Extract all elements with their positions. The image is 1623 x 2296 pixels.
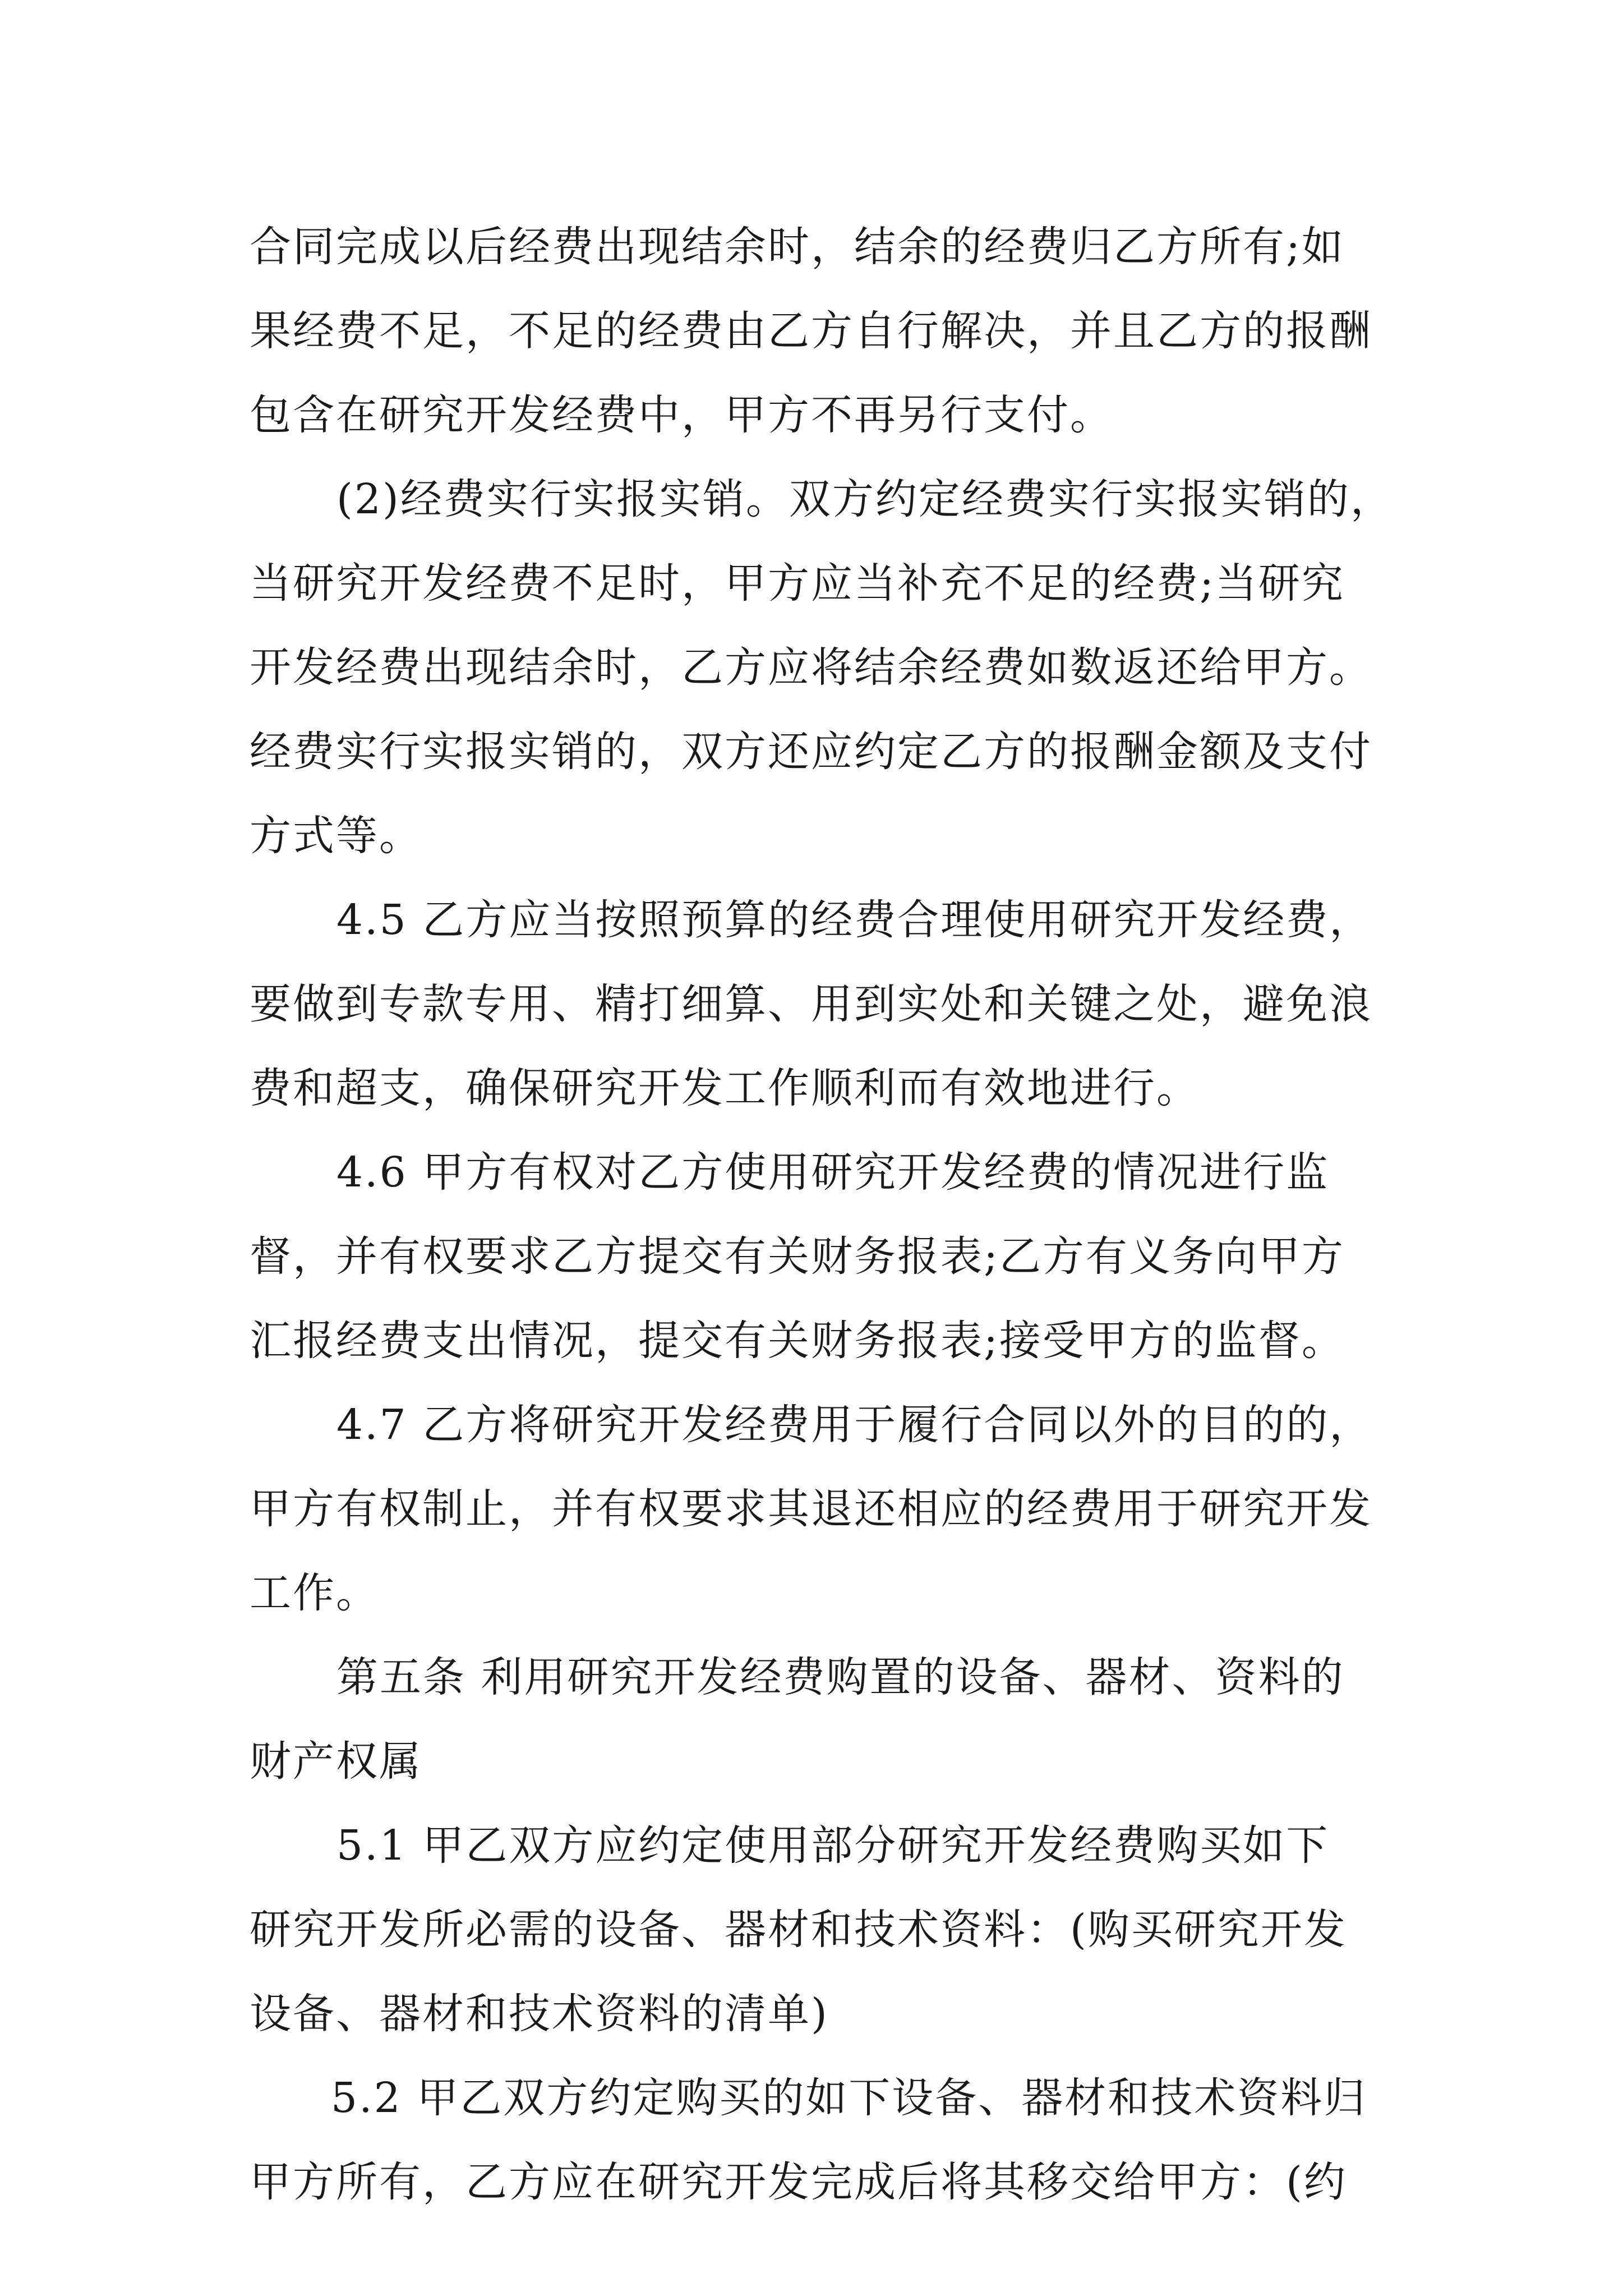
paragraph-start-line: 5.1 甲乙双方应约定使用部分研究开发经费购买如下	[336, 1821, 1330, 1870]
paragraph-start-line: 4.6 甲方有权对乙方使用研究开发经费的情况进行监	[336, 1148, 1330, 1197]
text-line: 费和超支，确保研究开发工作顺利而有效地进行。	[250, 1064, 1200, 1112]
text-line: 方式等。	[250, 812, 422, 860]
text-line: 合同完成以后经费出现结余时，结余的经费归乙方所有;如	[250, 223, 1345, 271]
text-line: 包含在研究开发经费中，甲方不再另行支付。	[250, 391, 1113, 439]
text-line: 研究开发所必需的设备、器材和技术资料：(购买研究开发	[250, 1906, 1347, 1954]
text-line: 甲方所有，乙方应在研究开发完成后将其移交给甲方：(约	[250, 2158, 1347, 2206]
text-line: 果经费不足，不足的经费由乙方自行解决，并且乙方的报酬	[250, 307, 1372, 355]
text-line: 当研究开发经费不足时，甲方应当补充不足的经费;当研究	[250, 559, 1345, 608]
text-line: 工作。	[250, 1569, 379, 1617]
text-line: 开发经费出现结余时，乙方应将结余经费如数返还给甲方。	[250, 643, 1372, 692]
text-line: 甲方有权制止，并有权要求其退还相应的经费用于研究开发	[250, 1485, 1372, 1533]
text-line: 设备、器材和技术资料的清单)	[250, 1990, 829, 2038]
document-body	[250, 205, 1394, 2224]
paragraph-start-line: 4.7 乙方将研究开发经费用于履行合同以外的目的的，	[336, 1401, 1373, 1449]
section-heading-line: 第五条 利用研究开发经费购置的设备、器材、资料的	[336, 1653, 1345, 1701]
paragraph-start-line: 5.2 甲乙双方约定购买的如下设备、器材和技术资料归	[331, 2074, 1367, 2122]
paragraph-start-line: 4.5 乙方应当按照预算的经费合理使用研究开发经费，	[336, 896, 1373, 944]
text-line: 要做到专款专用、精打细算、用到实处和关键之处，避免浪	[250, 980, 1372, 1028]
text-line: 经费实行实报实销的，双方还应约定乙方的报酬金额及支付	[250, 728, 1372, 776]
text-line: 督，并有权要求乙方提交有关财务报表;乙方有义务向甲方	[250, 1232, 1345, 1281]
text-line: 汇报经费支出情况，提交有关财务报表;接受甲方的监督。	[250, 1317, 1345, 1365]
section-heading-line: 财产权属	[250, 1737, 422, 1786]
paragraph-start-line: (2)经费实行实报实销。双方约定经费实行实报实销的，	[336, 475, 1394, 523]
